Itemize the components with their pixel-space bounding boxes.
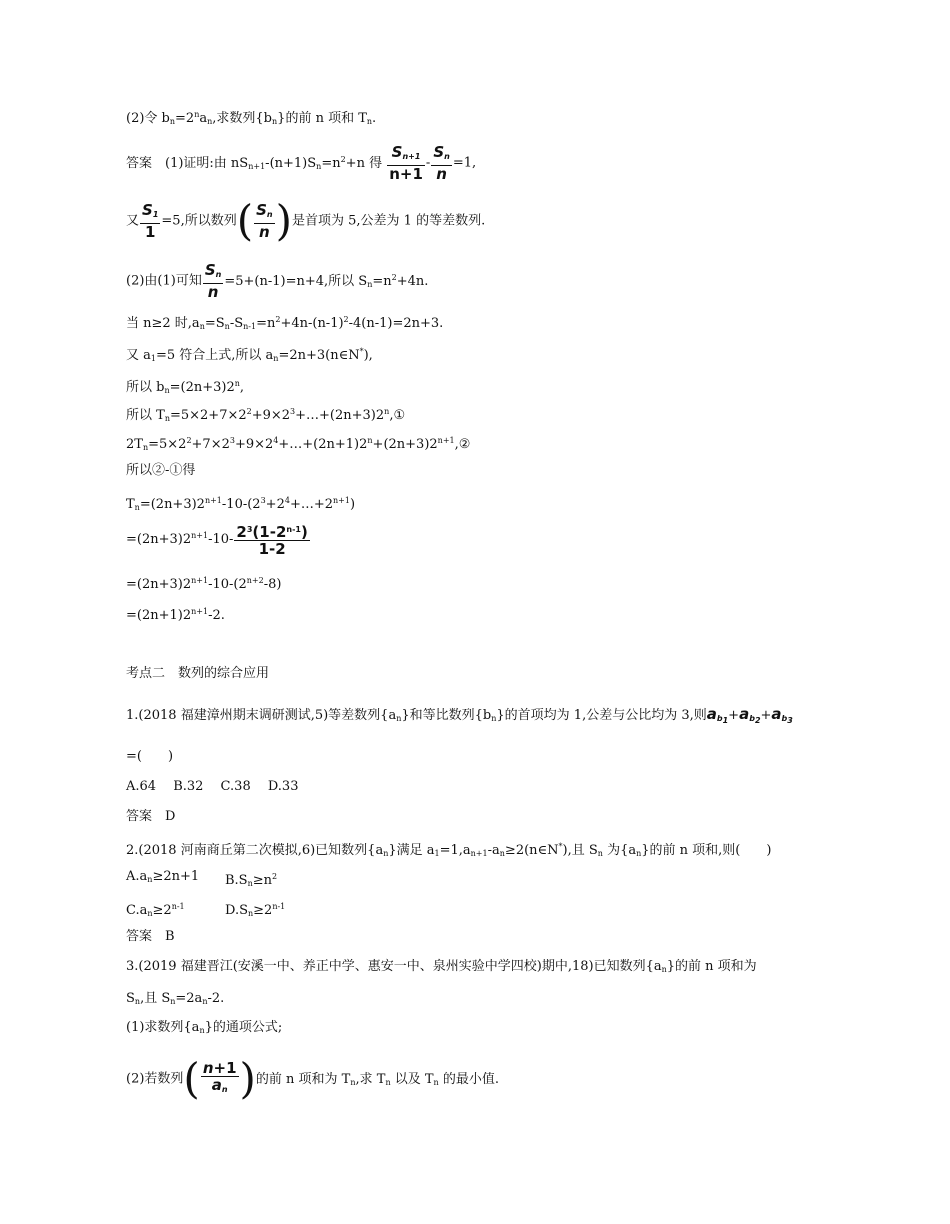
fraction-sn-over-n: $\frac{S_n}{n}$ xyxy=(256,201,273,241)
fraction-sn1-over-n1: $\frac{S_{n+1}}{n+1}$ xyxy=(389,143,423,183)
answer-line-7: 所以 $T_n=5\times 2+7\times 2^2+9\times 2^3+\dots+(2n+3)2^n,①$ xyxy=(126,407,406,423)
question-2-answer: 答案 B xyxy=(126,929,175,944)
answer-line-3: (2)由(1)可知 $\frac{S_n}{n}$ =5+(n-1)=n+4,所以 $S_n=n^2+4n$. xyxy=(126,261,429,301)
question-2: 2.(2018 河南商丘第二次模拟,6)已知数列$\{a_n\}$满足 $a_1=1,a_{n+1}-a_n\ge 2(n\in N^*)$,且 $S_n$ 为$\{a_n\}$的前 n 项和,则( ) xyxy=(126,842,772,858)
fraction-n1-over-an: $\frac{n+1}{a_n}$ xyxy=(201,1060,239,1098)
answer-line-13: $=(2n+1)2^{n+1}-2$. xyxy=(126,607,225,623)
fraction-s1-over-1: $\frac{S_1}{1}$ xyxy=(142,201,159,241)
answer-line-4: 当 n≥2 时$,a_n=S_n-S_{n-1}=n^2+4n-(n-1)^2-4(n-1)=2n+3$. xyxy=(126,315,444,331)
question-3-cont: $S_n$,且 $S_n=2a_n-2$. xyxy=(126,991,225,1006)
question-3-part-1: (1)求数列$\{a_n\}$的通项公式; xyxy=(126,1020,283,1035)
question-1-blank: =( ) xyxy=(126,749,174,764)
answer-line-11: $=(2n+3)2^{n+1}-10-$ $\frac{2^3(1-2^{n-1})}{1-2}$ xyxy=(126,523,308,558)
fraction-sn-over-n: $\frac{S_n}{n}$ xyxy=(204,261,222,301)
part2-question: (2)令 $b_n=2^na_n$,求数列$\{b_n\}$的前 n 项和 $T_n$. xyxy=(126,110,377,126)
question-2-option-b: $B.S_n\ge n^2$ xyxy=(225,872,278,888)
question-2-option-d: $D.S_n\ge 2^{n-1}$ xyxy=(225,902,286,918)
answer-line-10: $T_n=(2n+3)2^{n+1}-10-(2^3+2^4+\dots+2^{n+1})$ xyxy=(126,496,356,512)
question-1: 1.(2018 福建漳州期末调研测试,5)等差数列$\{a_n\}$和等比数列$\{b_n\}$的首项均为 1,公差与公比均为 3,则$a_{b_1}+a_{b_2}+a_{b_3}$ xyxy=(126,705,793,725)
answer-line-1: 答案 (1)证明:由 $nS_{n+1}-(n+1)S_n=n^2+n$ 得 $\frac{S_{n+1}}{n+1}$ - $\frac{S_n}{n}$ =1, xyxy=(126,143,477,183)
question-1-answer: 答案 D xyxy=(126,809,176,824)
question-2-option-a: $A.a_n\ge 2n+1$ xyxy=(126,869,200,884)
answer-line-9: 所以②-①得 xyxy=(126,463,196,478)
answer-line-12: $=(2n+3)2^{n+1}-10-(2^{n+2}-8)$ xyxy=(126,576,282,592)
fraction-geometric-sum: $\frac{2^3(1-2^{n-1})}{1-2}$ xyxy=(236,523,308,558)
question-3: 3.(2019 福建晋江(安溪一中、养正中学、惠安一中、泉州实验中学四校)期中,18)已知数列$\{a_n\}$的前 n 项和为 xyxy=(126,959,757,974)
answer-line-5: 又 $a_1=5$ 符合上式,所以 $a_n=2n+3(n\in N^*)$, xyxy=(126,347,373,363)
answer-line-2: 又 $\frac{S_1}{1}$ =5,所以数列( $\frac{S_n}{n}$ )是首项为 5,公差为 1 的等差数列. xyxy=(126,196,486,245)
answer-line-6: 所以 $b_n=(2n+3)2^n$, xyxy=(126,379,245,395)
question-2-option-c: $C.a_n\ge 2^{n-1}$ xyxy=(126,902,185,918)
answer-line-8: $2T_n=5\times 2^2+7\times 2^3+9\times 2^4+\dots+(2n+1)2^n+(2n+3)2^{n+1},②$ xyxy=(126,436,471,452)
question-1-options: A.64 B.32 C.38 D.33 xyxy=(126,779,299,794)
question-3-part-2: (2)若数列( $\frac{n+1}{a_n}$ )的前 n 项和为 $T_n$,求 $T_n$ 以及 $T_n$ 的最小值. xyxy=(126,1054,499,1103)
fraction-sn-over-n: $\frac{S_n}{n}$ xyxy=(433,143,450,183)
section-heading: 考点二 数列的综合应用 xyxy=(126,666,270,681)
